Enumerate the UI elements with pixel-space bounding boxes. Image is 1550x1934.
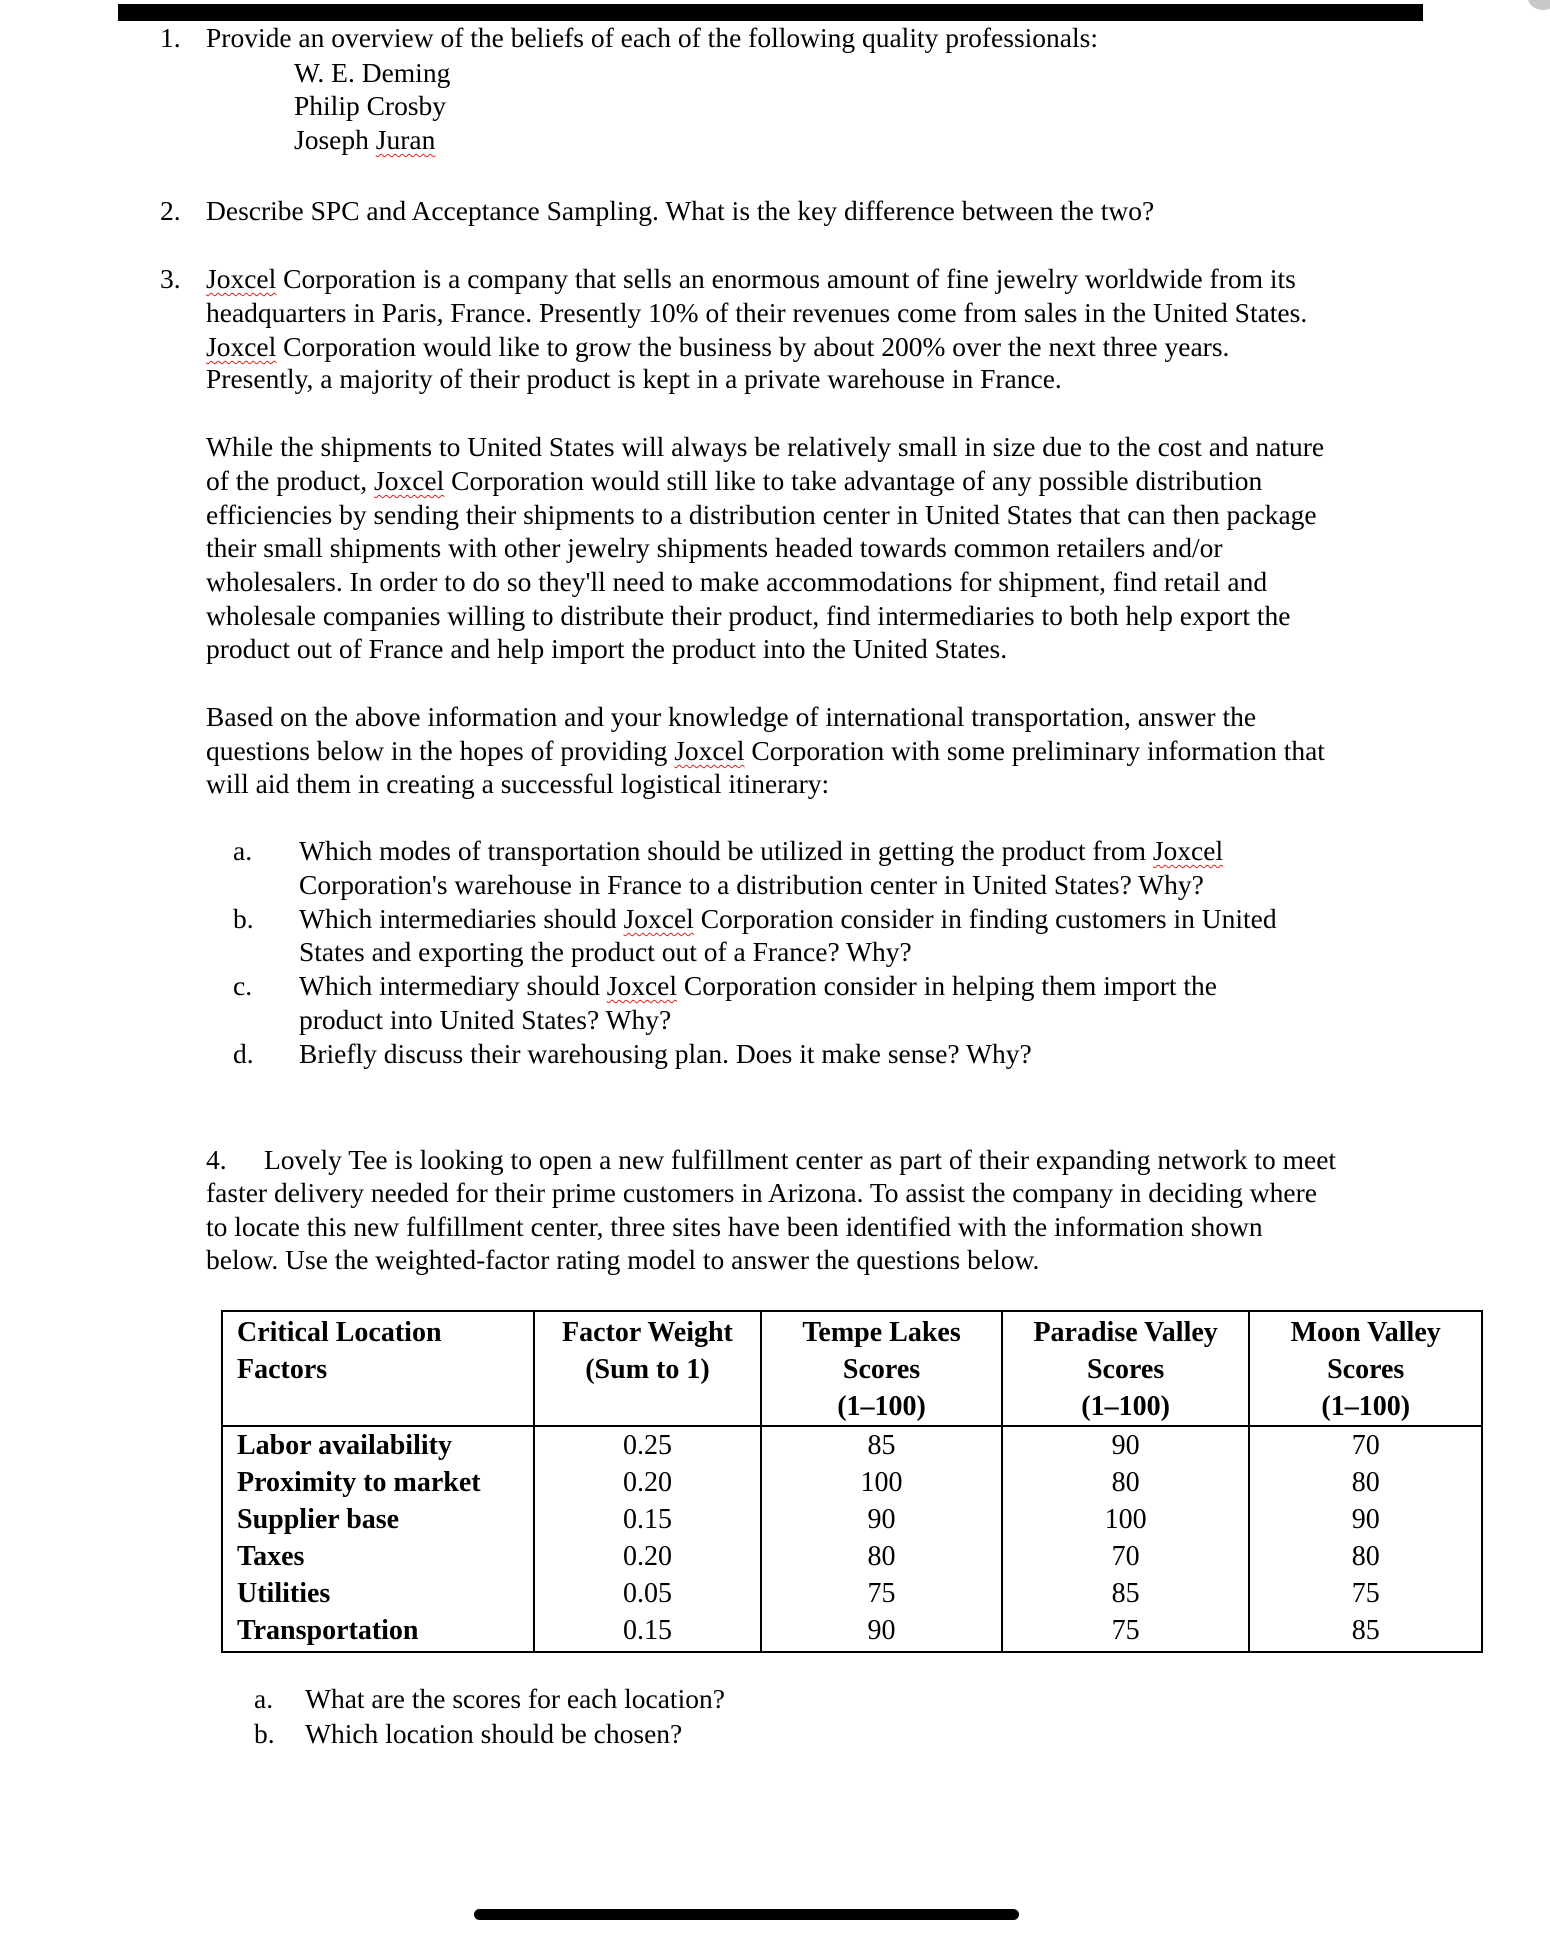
score-cell: 100 [761, 1464, 1002, 1501]
score-cell: 70 [1002, 1538, 1250, 1575]
header-line: Tempe Lakes [802, 1317, 961, 1348]
header-moon-valley [1249, 1311, 1482, 1426]
header-line: Critical Location [237, 1317, 442, 1348]
weight-cell: 0.15 [534, 1501, 762, 1538]
weight-cell: 0.20 [534, 1464, 762, 1501]
spellcheck-flagged-word[interactable]: Joxcel [623, 903, 694, 934]
header-line: Scores [1086, 1354, 1165, 1385]
score-cell: 90 [1249, 1501, 1482, 1538]
score-cell: 75 [1249, 1575, 1482, 1612]
paragraph-line: Presently, a majority of their product is kept in a private warehouse in France. [206, 363, 1062, 394]
name-item: W. E. Deming [294, 57, 451, 88]
subquestion-line: Which intermediary should Joxcel Corporation consider in helping them import the [299, 970, 1218, 1001]
header-tempe-lakes [761, 1311, 1002, 1426]
subquestion-label: a. [233, 835, 253, 866]
paragraph-line: faster delivery needed for their prime customers in Arizona. To assist the company in deciding where [206, 1177, 1317, 1208]
score-cell: 90 [761, 1612, 1002, 1652]
name-item: Philip Crosby [294, 90, 447, 121]
spellcheck-flagged-word[interactable]: Joxcel [606, 970, 678, 1001]
table-row [222, 1538, 1482, 1575]
weight-cell: 0.25 [534, 1426, 762, 1464]
table-row [222, 1501, 1482, 1538]
subquestion-line: Which intermediaries should Joxcel Corporation consider in finding customers in United [299, 903, 1277, 934]
paragraph-line: wholesale companies willing to distribute their product, find intermediaries to both help export the [206, 600, 1291, 631]
question-number: 1. [160, 22, 181, 53]
header-critical-factors [222, 1311, 534, 1426]
table-row [222, 1464, 1482, 1501]
score-cell: 80 [1249, 1538, 1482, 1575]
question-text: Provide an overview of the beliefs of each of the following quality professionals: [206, 22, 1098, 53]
header-line: Moon Valley [1290, 1317, 1441, 1348]
spellcheck-flagged-word[interactable]: Joxcel [674, 735, 745, 766]
paragraph-line: Lovely Tee is looking to open a new fulfillment center as part of their expanding network to meet [264, 1144, 1337, 1175]
header-line: Factors [237, 1354, 328, 1385]
weighted-factor-table [221, 1310, 1483, 1653]
header-line: Paradise Valley [1033, 1317, 1218, 1348]
paragraph-line: Joxcel Corporation would like to grow the business by about 200% over the next three years. [206, 331, 1230, 362]
paragraph-line: below. Use the weighted-factor rating model to answer the questions below. [206, 1244, 1040, 1275]
paragraph-line: questions below in the hopes of providing Joxcel Corporation with some preliminary information that [206, 735, 1325, 766]
paragraph-line: to locate this new fulfillment center, three sites have been identified with the information shown [206, 1211, 1263, 1242]
subquestion-line: product into United States? Why? [299, 1004, 672, 1035]
weight-cell: 0.20 [534, 1538, 762, 1575]
paragraph-line: efficiencies by sending their shipments to a distribution center in United States that can then package [206, 499, 1317, 530]
weight-cell: 0.05 [534, 1575, 762, 1612]
paragraph-line: wholesalers. In order to do so they'll need to make accommodations for shipment, find retail and [206, 566, 1268, 597]
subquestion-line: Corporation's warehouse in France to a distribution center in United States? Why? [299, 869, 1204, 900]
header-line: (1–100) [837, 1391, 926, 1422]
question-number: 4. [206, 1144, 227, 1175]
subquestion-line: States and exporting the product out of a France? Why? [299, 936, 912, 967]
subquestion-label: b. [254, 1718, 275, 1749]
score-cell: 80 [1249, 1464, 1482, 1501]
subquestion-label: c. [233, 970, 253, 1001]
subquestion-text: Which location should be chosen? [305, 1718, 683, 1749]
spellcheck-flagged-word[interactable]: Joxcel [1152, 835, 1224, 866]
subquestion-line: Which modes of transportation should be utilized in getting the product from Joxcel [299, 835, 1224, 866]
score-cell: 70 [1249, 1426, 1482, 1464]
spellcheck-flagged-word[interactable]: Juran [375, 124, 436, 155]
factor-name-cell: Transportation [222, 1612, 534, 1652]
paragraph-line: of the product, Joxcel Corporation would still like to take advantage of any possible distribution [206, 465, 1263, 496]
header-paradise-valley [1002, 1311, 1250, 1426]
score-cell: 100 [1002, 1501, 1250, 1538]
paragraph-line: While the shipments to United States will always be relatively small in size due to the cost and nature [206, 431, 1325, 462]
score-cell: 85 [1002, 1575, 1250, 1612]
subquestion-line: Briefly discuss their warehousing plan. Does it make sense? Why? [299, 1038, 1032, 1069]
score-cell: 90 [1002, 1426, 1250, 1464]
question-number: 2. [160, 195, 181, 226]
header-factor-weight [534, 1311, 762, 1426]
subquestion-label: d. [233, 1038, 254, 1069]
score-cell: 75 [1002, 1612, 1250, 1652]
name-item: Joseph Juran [294, 124, 436, 155]
question-number: 3. [160, 263, 181, 294]
spellcheck-flagged-word[interactable]: Joxcel [374, 465, 445, 496]
header-line: (1–100) [1081, 1391, 1170, 1422]
question-text: Describe SPC and Acceptance Sampling. What is the key difference between the two? [206, 195, 1155, 226]
header-line: Scores [1327, 1354, 1405, 1385]
table-row [222, 1426, 1482, 1464]
header-line: (1–100) [1321, 1391, 1411, 1422]
header-line: Scores [842, 1354, 921, 1385]
home-indicator[interactable] [474, 1909, 1019, 1920]
score-cell: 85 [1249, 1612, 1482, 1652]
score-cell: 75 [761, 1575, 1002, 1612]
score-cell: 90 [761, 1501, 1002, 1538]
spellcheck-flagged-word[interactable]: Joxcel [206, 331, 277, 362]
paragraph-line: headquarters in Paris, France. Presently 10% of their revenues come from sales in the United States. [206, 297, 1308, 328]
top-black-bar [118, 4, 1423, 21]
corner-button[interactable] [1528, 0, 1550, 10]
spellcheck-flagged-word[interactable]: Joxcel [206, 263, 277, 294]
score-cell: 80 [761, 1538, 1002, 1575]
header-line: (Sum to 1) [585, 1354, 710, 1385]
paragraph-line: Based on the above information and your knowledge of international transportation, answer the [206, 701, 1257, 732]
factor-name-cell: Labor availability [222, 1426, 534, 1464]
subquestion-label: b. [233, 903, 254, 934]
score-cell: 85 [761, 1426, 1002, 1464]
factor-name-cell: Utilities [222, 1575, 534, 1612]
paragraph-line: will aid them in creating a successful logistical itinerary: [206, 768, 830, 799]
factor-name-cell: Taxes [222, 1538, 534, 1575]
header-line: Factor Weight [562, 1317, 733, 1348]
subquestion-label: a. [254, 1683, 274, 1714]
factor-name-cell: Supplier base [222, 1501, 534, 1538]
factor-name-cell: Proximity to market [222, 1464, 534, 1501]
subquestion-text: What are the scores for each location? [305, 1683, 725, 1714]
weight-cell: 0.15 [534, 1612, 762, 1652]
paragraph-line: Joxcel Corporation is a company that sells an enormous amount of fine jewelry worldwide from its [206, 263, 1296, 294]
table-row [222, 1575, 1482, 1612]
paragraph-line: product out of France and help import the product into the United States. [206, 633, 1008, 664]
paragraph-line: their small shipments with other jewelry shipments headed towards common retailers and/or [206, 532, 1223, 563]
table-header-row [222, 1311, 1482, 1426]
score-cell: 80 [1002, 1464, 1250, 1501]
table-row [222, 1612, 1482, 1652]
